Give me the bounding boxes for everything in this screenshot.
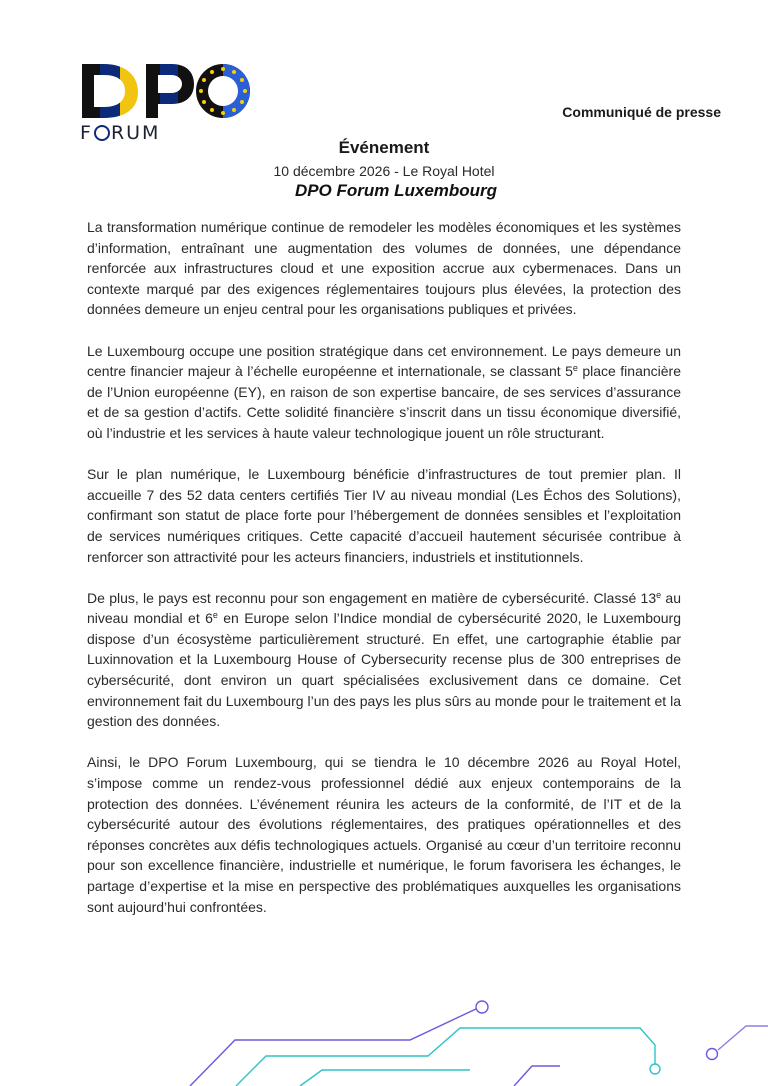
paragraph-5: Ainsi, le DPO Forum Luxembourg, qui se tiendra le 10 décembre 2026 au Royal Hotel, s’impose comme un rendez-vous professionnel dédié aux enjeux contemporains de la protection des données. L’événement réunira les acteurs de la conformité, de l’IT et de la cybersécurité autour des évolutions réglementaires, des pratiques opérationnelles et des réponses concrètes aux défis technologiques actuels. Organisé au cœur d’un territoire reconnu pour son excellence financière, industrielle et numérique, le forum favorisera les échanges, le partage d’expertise et la mise en perspective des problématiques auxquelles les organisations sont aujourd’hui confrontées.	[87, 754, 681, 915]
paragraph-1: La transformation numérique continue de remodeler les modèles économiques et les systèmes d’information, entraînant une augmentation des volumes de données, une dépendance renforcée aux infrastructures cloud et une exposition accrue aux cybermenaces. Dans un contexte marqué par des exigences réglementaires toujours plus élevées, la protection des données demeure un enjeu central pour les organisations publiques et privées.	[87, 219, 681, 318]
press-release-label: Communiqué de presse	[562, 104, 721, 120]
dpo-logo-mark	[80, 60, 250, 122]
paragraph-4: De plus, le pays est reconnu pour son engagement en matière de cybersécurité. Classé 13e au niveau mondial et 6e en Europe selon l’Indice mondial de cybersécurité 2020, le Luxembourg dispose d’un écosystème particulièrement structuré. En effet, une cartographie établie par Luxinnovation et la Luxembourg House of Cybersecurity recense plus de 300 entreprises de cybersécurité, dont environ un quart spécialisées exclusivement dans ce domaine. Cet environnement fait du Luxembourg l’un des pays les plus sûrs au monde pour le traitement et la gestion des données.	[87, 589, 681, 730]
event-date-line: 10 décembre 2026 - Le Royal Hotel	[273, 163, 495, 179]
event-name: DPO Forum Luxembourg	[294, 181, 498, 200]
circuit-lines-decoration	[0, 990, 768, 1086]
logo-forum-word: F RUM	[80, 122, 161, 144]
eu-circle-icon	[196, 64, 250, 118]
event-heading: Événement	[338, 138, 430, 157]
press-release-body	[87, 217, 681, 938]
paragraph-3: Sur le plan numérique, le Luxembourg bénéficie d’infrastructures de tout premier plan. Il accueille 7 des 52 data centers certifiés Tier IV au niveau mondial (Les Échos des Solutions), confirmant son statut de place forte pour l’hébergement de données sensibles et l’exploitation de services numériques critiques. Cette capacité d’accueil hautement sécurisée contribue à renforcer son attractivité pour les acteurs financiers, industriels et institutionnels.	[87, 466, 681, 565]
paragraph-2: Le Luxembourg occupe une position stratégique dans cet environnement. Le pays demeure un centre financier majeur à l’échelle européenne et internationale, se classant 5e place financière de l’Union européenne (EY), en raison de son expertise bancaire, de ses services d’assurance et de sa gestion d’actifs. Cette solidité financière s’inscrit dans un tissu économique diversifié, où l’industrie et les services à haute valeur technologique jouent un rôle structurant.	[87, 342, 681, 441]
dpo-forum-logo	[80, 60, 250, 144]
